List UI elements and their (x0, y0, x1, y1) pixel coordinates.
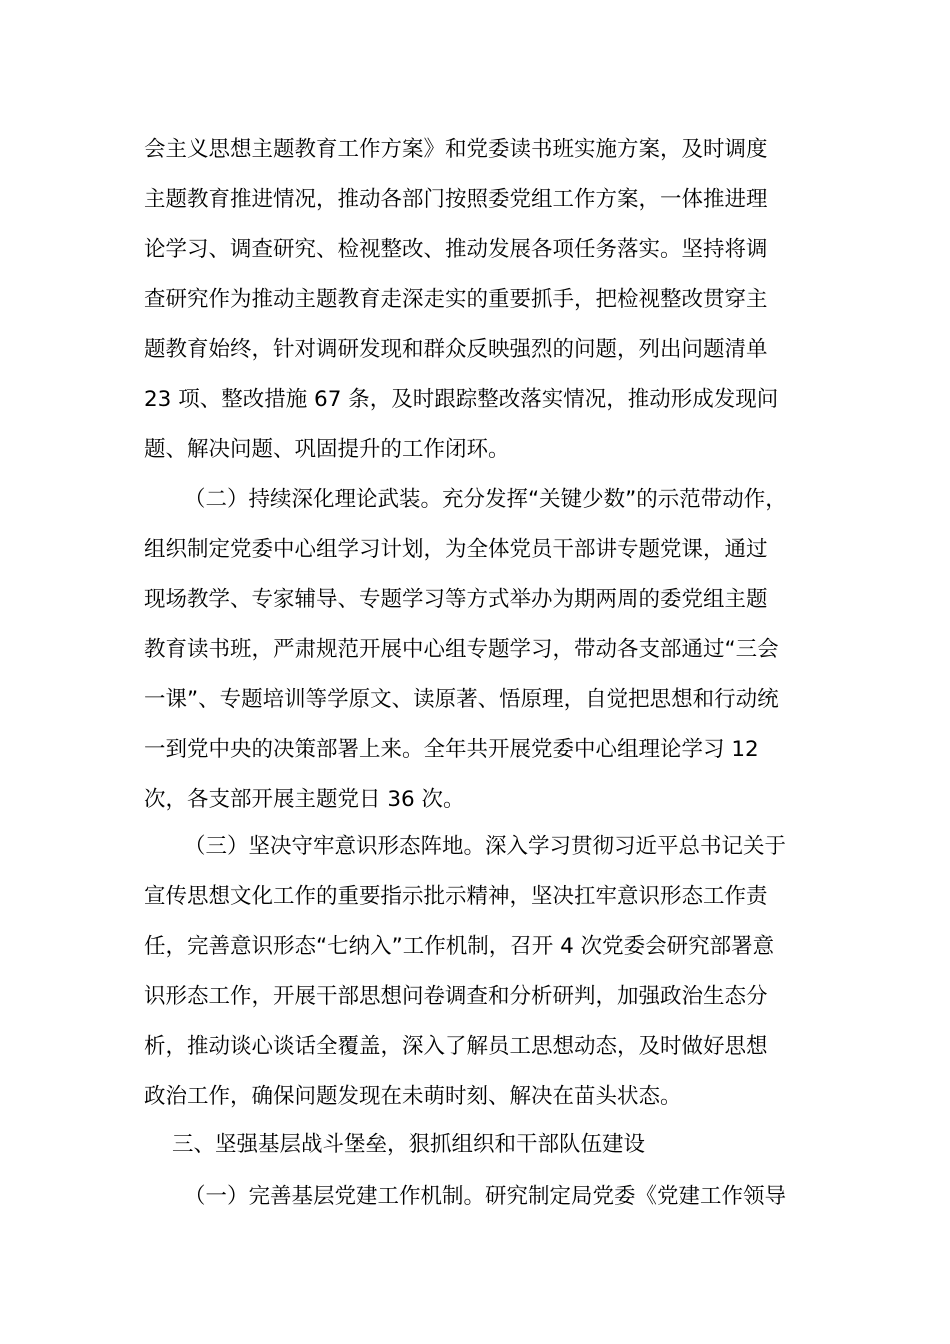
text-line: 一课”、专题培训等学原文、读原著、悟原理，自觉把思想和行动统 (144, 687, 779, 712)
paragraph-start-line: （一）完善基层党建工作机制。研究制定局党委《党建工作领导 (184, 1184, 787, 1209)
text-line: 论学习、调查研究、检视整改、推动发展各项任务落实。坚持将调 (144, 237, 768, 262)
text-line: 宣传思想文化工作的重要指示批示精神，坚决扛牢意识形态工作责 (144, 884, 768, 909)
text-line: 题、解决问题、巩固提升的工作闭环。 (144, 437, 510, 462)
text-line: 会主义思想主题教育工作方案》和党委读书班实施方案，及时调度 (144, 137, 768, 162)
text-line: 查研究作为推动主题教育走深走实的重要抓手，把检视整改贯穿主 (144, 287, 768, 312)
text-line: 组织制定党委中心组学习计划，为全体党员干部讲专题党课，通过 (144, 537, 768, 562)
paragraph-start-line: （三）坚决守牢意识形态阵地。深入学习贯彻习近平总书记关于 (184, 834, 787, 859)
text-line: 一到党中央的决策部署上来。全年共开展党委中心组理论学习 12 (144, 737, 759, 762)
text-line: 政治工作，确保问题发现在未萌时刻、解决在苗头状态。 (144, 1084, 682, 1109)
text-line: 23 项、整改措施 67 条，及时跟踪整改落实情况，推动形成发现问 (144, 387, 779, 412)
section-heading: 三、坚强基层战斗堡垒，狠抓组织和干部队伍建设 (172, 1132, 646, 1157)
text-line: 题教育始终，针对调研发现和群众反映强烈的问题，列出问题清单 (144, 337, 768, 362)
text-line: 现场教学、专家辅导、专题学习等方式举办为期两周的委党组主题 (144, 587, 768, 612)
text-line: 识形态工作，开展干部思想问卷调查和分析研判，加强政治生态分 (144, 984, 768, 1009)
text-line: 析，推动谈心谈话全覆盖，深入了解员工思想动态，及时做好思想 (144, 1034, 768, 1059)
text-line: 次，各支部开展主题党日 36 次。 (144, 787, 465, 812)
paragraph-start-line: （二）持续深化理论武装。充分发挥“关键少数”的示范带动作， (184, 487, 787, 512)
text-line: 主题教育推进情况，推动各部门按照委党组工作方案，一体推进理 (144, 187, 768, 212)
text-line: 教育读书班，严肃规范开展中心组专题学习，带动各支部通过“三会 (144, 637, 779, 662)
text-line: 任，完善意识形态“七纳入”工作机制，召开 4 次党委会研究部署意 (144, 934, 775, 959)
